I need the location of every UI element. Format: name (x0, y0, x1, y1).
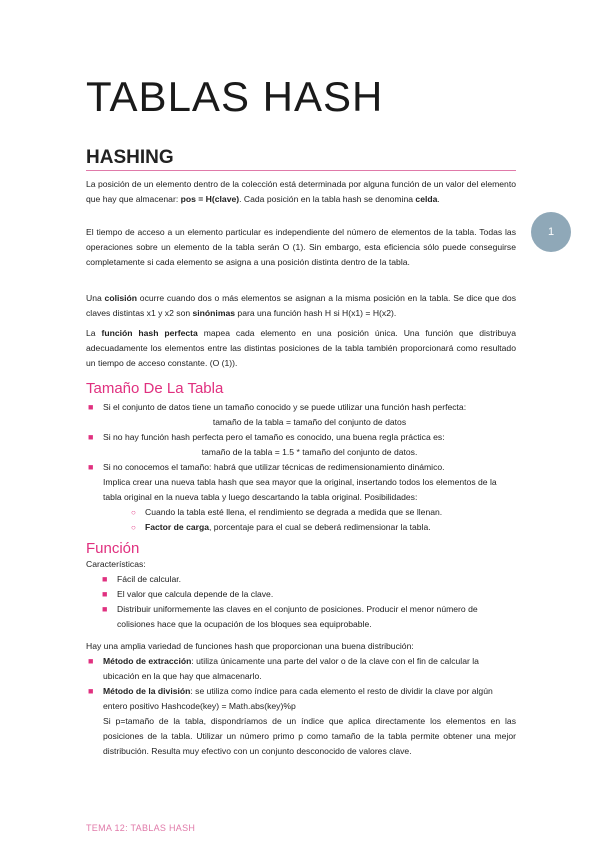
bold-text: Método de la división (103, 686, 191, 696)
section-heading-hashing: HASHING (86, 147, 174, 168)
text: ocurre cuando dos o más elementos se asignan a la misma posición en la tabla. Se dice que dos claves distintas x1 y x2 son (86, 293, 516, 318)
formula-text: tamaño de la tabla = tamaño del conjunto de datos (212, 417, 407, 427)
text: . (437, 194, 440, 204)
bold-text: pos = H(clave) (180, 194, 240, 204)
text: . Cada posición en la tabla hash se denomina (239, 194, 416, 204)
list-item (86, 400, 516, 430)
paragraph-funcion-perfecta (86, 326, 516, 371)
bold-text: celda (415, 194, 438, 204)
text: La (86, 328, 102, 338)
text: para una función hash H si H(x1) = H(x2). (235, 308, 397, 318)
bullet-icon: ■ (102, 589, 108, 599)
caracteristicas-label: Características: (86, 559, 146, 569)
bold-text: sinónimas (192, 308, 236, 318)
sublist (103, 505, 516, 535)
bullet-icon: ■ (102, 574, 108, 584)
bullet-icon: ■ (88, 432, 94, 442)
list-item (100, 602, 516, 632)
bullet-icon: ■ (88, 686, 94, 696)
caracteristicas-list (100, 572, 516, 632)
bold-text: Factor de carga (145, 522, 209, 532)
list-item (86, 654, 516, 684)
bold-text: colisión (104, 293, 138, 303)
page-footer: TEMA 12: TABLAS HASH (86, 823, 196, 833)
page-number-badge: 1 (531, 212, 571, 252)
text: mapea cada elemento en una posición única. Una función que distribuya adecuadamente los elementos entre las distintas posiciones de la tabla también proporcionará como resultado un tiempo de acceso constante. (O (1)). (86, 328, 517, 368)
list-item-text: Distribuir uniformemente las claves en el conjunto de posiciones. Producir el menor número de colisiones hace que la ocupación de los bloques sea equiprobable. (117, 604, 478, 629)
bullet-icon: ■ (102, 604, 108, 614)
list-item-extra: Implica crear una nueva tabla hash que sea mayor que la original, insertando todos los elementos de la tabla original en la nueva tabla y luego descartando la tabla original. Posibilidades: (103, 477, 497, 502)
tamano-list (86, 400, 516, 535)
sublist-item (131, 520, 516, 535)
section-heading-funcion: Función (86, 540, 140, 557)
bullet-icon: ■ (88, 462, 94, 472)
list-item-text: Si no hay función hash perfecta pero el tamaño es conocido, una buena regla práctica es: (103, 432, 445, 442)
paragraph-posicion (86, 177, 516, 207)
text: La posición de un elemento dentro de la colección está determinada por alguna función de un valor del elemento que hay que almacenar: (86, 179, 516, 204)
list-item (86, 430, 516, 460)
list-item-text: Si el conjunto de datos tiene un tamaño conocido y se puede utilizar una función hash perfecta: (103, 402, 467, 412)
list-item (100, 587, 516, 602)
circle-bullet-icon: ○ (131, 508, 136, 517)
sublist-text: , porcentaje para el cual se deberá redimensionar la tabla. (209, 522, 431, 532)
metodos-list (86, 654, 516, 759)
circle-bullet-icon: ○ (131, 523, 136, 532)
sublist-text: Cuando la tabla esté llena, el rendimiento se degrada a medida que se llenan. (145, 507, 443, 517)
paragraph-variedad: Hay una amplia variedad de funciones hash que proporcionan una buena distribución: (86, 641, 414, 651)
bold-text: función hash perfecta (101, 328, 198, 338)
list-item-text: : utiliza únicamente una parte del valor o de la clave con el fin de calcular la ubicación en la que hay que almacenarlo. (103, 656, 479, 681)
list-item-text: : se utiliza como índice para cada elemento el resto de dividir la clave por algún entero positivo Hashcode(key) = Math.abs(key)%p (103, 686, 493, 711)
paragraph-tiempo-acceso: El tiempo de acceso a un elemento particular es independiente del número de elementos de la tabla. Todas las operaciones sobre un elemento de la tabla serán O (1). Sin embargo, esta eficiencia sólo puede conseguirse completamente si cada elemento se asigna a una posición distinta dentro de la tabla. (86, 227, 516, 267)
list-item-text: El valor que calcula depende de la clave. (117, 589, 274, 599)
paragraph-colision (86, 291, 516, 321)
bullet-icon: ■ (88, 402, 94, 412)
formula-text: tamaño de la tabla = 1.5 * tamaño del conjunto de datos. (201, 447, 418, 457)
list-item (100, 572, 516, 587)
heading-underline (86, 170, 516, 171)
sublist-item (131, 505, 516, 520)
list-item-text: Fácil de calcular. (117, 574, 182, 584)
list-item (86, 460, 516, 535)
list-item-text: Si no conocemos el tamaño: habrá que utilizar técnicas de redimensionamiento dinámico. (103, 462, 445, 472)
list-item-extra: Si p=tamaño de la tabla, dispondríamos de un índice que aplica directamente los elementos en las posiciones de la tabla. Utilizar un número primo p como tamaño de la tabla permite obtener una mejor distribución. Resulta muy efectivo con un conjunto desconocido de valores clave. (103, 716, 516, 756)
document-title: TABLAS HASH (86, 73, 384, 120)
section-heading-tamano: Tamaño De La Tabla (86, 380, 224, 397)
bullet-icon: ■ (88, 656, 94, 666)
text: Una (86, 293, 105, 303)
bold-text: Método de extracción (103, 656, 192, 666)
list-item (86, 684, 516, 759)
